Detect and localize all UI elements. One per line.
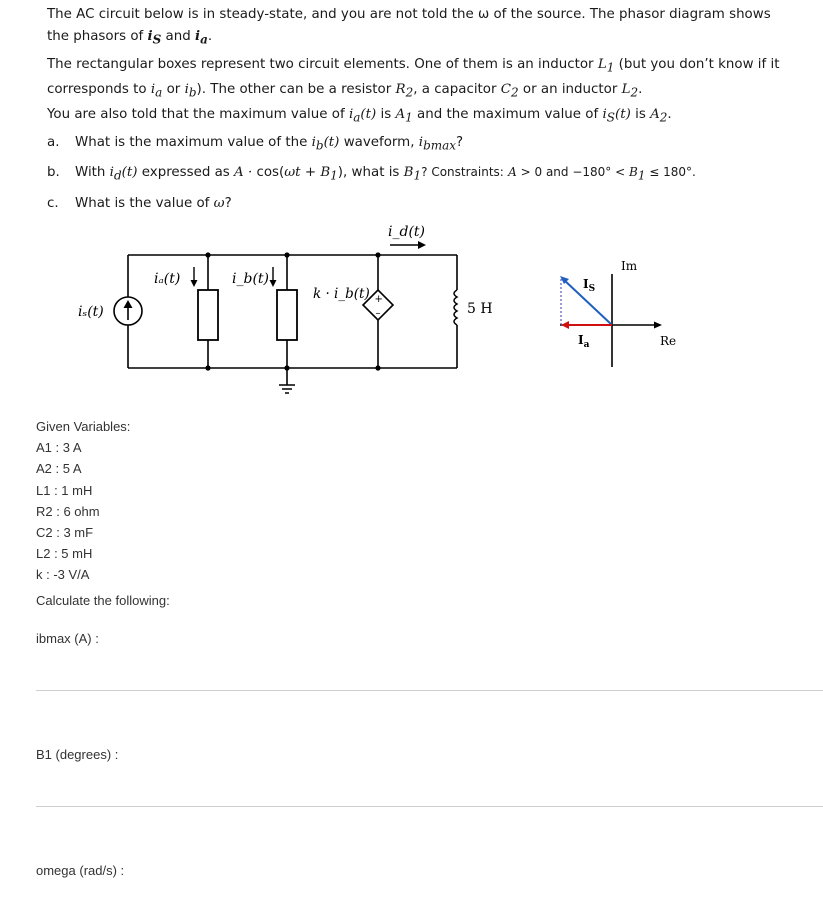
question-text: With <box>75 165 106 180</box>
element-box-a <box>198 290 218 340</box>
math-R2: $R_2$ <box>395 81 414 100</box>
circuit-diagram <box>0 210 500 405</box>
question-c <box>47 196 232 211</box>
math-omega: ω <box>213 196 225 211</box>
dep-minus-sign: – <box>375 308 381 319</box>
label-ia: iₐ(t) <box>154 271 181 287</box>
question-a <box>47 135 463 153</box>
math-ia-t: $i_a(t)$ <box>348 107 377 125</box>
question-text: ≤ 180°. <box>649 165 696 179</box>
answer-label-ibmax: ibmax (A) : <box>36 631 99 646</box>
given-item: L2 : 5 mH <box>36 546 93 562</box>
given-item: L1 : 1 mH <box>36 482 93 498</box>
math-is-t: $i_S(t)$ <box>602 107 631 125</box>
problem-paragraph-1 <box>47 4 787 51</box>
given-item: k : -3 V/A <box>36 567 90 583</box>
dep-plus-sign: + <box>374 294 383 305</box>
phasor-is-symbol: $i_S$ <box>147 27 162 47</box>
question-text: ? <box>456 135 464 150</box>
math-ib-t: $i_b(t)$ <box>311 135 340 153</box>
math-ib: $i_b$ <box>184 81 197 100</box>
phasor-ia-arrowhead <box>561 321 569 329</box>
node-dot <box>205 252 210 257</box>
ia-arrowhead <box>191 280 198 287</box>
question-text: waveform, <box>343 135 415 150</box>
math-A1: $A_1$ <box>395 107 413 125</box>
phasor-ia-symbol: $i_a$ <box>195 27 208 47</box>
math-A2: $A_2$ <box>650 107 668 125</box>
given-title: Given Variables: <box>36 419 131 434</box>
question-text: What is the maximum value of the <box>75 135 308 150</box>
label-id: i_d(t) <box>388 224 425 240</box>
question-text: what is <box>351 165 400 180</box>
problem-text: or an inductor <box>522 81 618 97</box>
answer-input-ibmax[interactable] <box>36 690 823 691</box>
question-text: and −180° < <box>545 165 626 179</box>
problem-text: or <box>166 81 181 97</box>
label-is: iₛ(t) <box>78 304 104 320</box>
calculate-heading: Calculate the following: <box>36 592 170 608</box>
question-b: b. With $i_d(t)$ expressed as $A \cdot \cos(\omega t + B_1)$, what is $B_1$? Constraints: A > 0 and $-180^\circ < B_1 \le 180^\circ$. <box>47 165 696 183</box>
answer-input-b1[interactable] <box>36 806 823 807</box>
problem-text: . <box>207 28 213 44</box>
label-ib: i_b(t) <box>232 271 269 287</box>
problem-paragraph-3: You are also told that the maximum value of $i_a(t)$ is $A_1$ and the maximum value of $i_S(t)$ is $A_2$. <box>47 107 672 125</box>
inductor-coil <box>454 290 457 325</box>
problem-paragraph-2: The rectangular boxes represent two circuit elements. One of them is an inductor $L_1$ (but you don’t know if it corresponds to $i_a$ or $i_b$). The other can be a resistor $R_2$, a capacitor $C_2$ or an inductor $L_2$. <box>47 56 780 100</box>
math-ibmax: $i_{bmax}$ <box>418 135 457 153</box>
given-variables <box>36 416 170 611</box>
question-text: expressed as <box>141 165 230 180</box>
phasor-is-label: $I_S$ <box>583 277 596 294</box>
math-C2: $C_2$ <box>500 81 519 100</box>
problem-text: The rectangular boxes represent two circuit elements. One of them is an inductor <box>47 56 594 72</box>
im-axis-label: Im <box>621 259 638 273</box>
question-text: ? Constraints: <box>421 165 504 179</box>
node-dot <box>375 365 380 370</box>
question-text: ? <box>224 196 232 211</box>
node-dot <box>284 252 289 257</box>
label-dependent-source: k · i_b(t) <box>313 286 370 302</box>
math-ia: $i_a$ <box>150 81 163 100</box>
node-dot <box>205 365 210 370</box>
problem-text: You are also told that the maximum value of <box>47 107 345 123</box>
ground-symbol <box>279 385 295 393</box>
given-item: R2 : 6 ohm <box>36 503 100 519</box>
given-item: A1 : 3 A <box>36 440 82 456</box>
label-inductor: 5 H <box>467 301 493 317</box>
node-dot <box>284 365 289 370</box>
problem-text: is <box>635 107 646 123</box>
problem-text: , a capacitor <box>413 81 497 97</box>
math-B1: $B_1$ <box>403 165 422 183</box>
element-box-b <box>277 290 297 340</box>
question-letter: a. <box>47 135 60 150</box>
phasor-ia-label: $I_a$ <box>578 333 590 350</box>
problem-text: is <box>380 107 392 123</box>
problem-text: (but you don’t know if it corresponds to <box>47 56 780 97</box>
math-L1: $L_1$ <box>597 56 615 75</box>
math-cos-expr: A · <box>234 165 257 180</box>
question-letter: c. <box>47 196 59 211</box>
node-dot <box>375 252 380 257</box>
answer-label-b1: B1 (degrees) : <box>36 747 119 762</box>
id-arrowhead <box>418 241 426 249</box>
phasor-diagram <box>540 250 690 375</box>
math-id-t: $i_d(t)$ <box>109 165 138 183</box>
answer-label-omega: omega (rad/s) : <box>36 863 125 878</box>
re-axis-arrowhead <box>654 322 662 329</box>
problem-text: The AC circuit below is in steady-state, and you are not told the ω of the source. The phasor diagram shows the phasors of <box>47 7 771 44</box>
problem-text: ). The other can be a resistor <box>196 81 392 97</box>
question-text: What is the value of <box>75 196 210 211</box>
given-item: A2 : 5 A <box>36 461 82 477</box>
problem-text: and the maximum value of <box>417 107 599 123</box>
re-axis-label: Re <box>660 334 677 348</box>
problem-statement <box>47 4 787 129</box>
math-L2: $L_2$ <box>621 81 639 100</box>
given-item: C2 : 3 mF <box>36 524 94 540</box>
problem-text: and <box>165 28 191 44</box>
ib-arrowhead <box>270 280 277 287</box>
question-letter: b. <box>47 165 60 180</box>
